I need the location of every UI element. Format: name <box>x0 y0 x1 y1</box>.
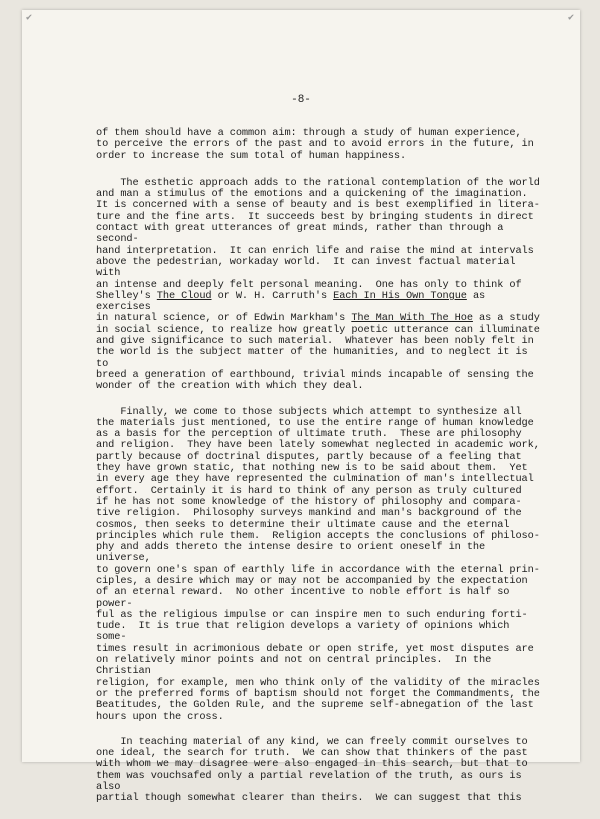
text-line: times result in acrimonious debate or open strife, yet most disputes are <box>96 642 534 655</box>
text-line: one ideal, the search for truth. We can show that thinkers of the past <box>96 747 528 760</box>
text-line: breed a generation of earthbound, trivial minds incapable of sensing the <box>96 368 534 381</box>
corner-mark-icon: ✔ <box>26 13 33 24</box>
text-line: Shelley's The Cloud or W. H. Carruth's Each In His Own Tongue as exercises <box>96 289 492 314</box>
underlined-title: The Cloud <box>156 289 212 302</box>
text-line: hours upon the cross. <box>96 710 224 723</box>
text-line: above the pedestrian, workaday world. It can invest factual material with <box>96 255 522 280</box>
underlined-title: Each In His Own Tongue <box>333 289 467 302</box>
text-line: order to increase the sum total of human happiness. <box>96 149 407 162</box>
text-line: and give significance to such material. Whatever has been nobly felt in <box>96 335 534 348</box>
text-line: The esthetic approach adds to the rational contemplation of the world <box>96 176 540 189</box>
text-line: them was vouchsafed only a partial revelation of the truth, as ours is also <box>96 769 528 794</box>
text-line: if he has not some knowledge of the history of philosophy and compara- <box>96 495 522 508</box>
text-line: partly because of doctrinal disputes, partly because of a feeling that <box>96 450 522 463</box>
paragraph <box>96 128 541 162</box>
text-line: partial though somewhat clearer than theirs. We can suggest that this <box>96 792 522 805</box>
text-line: in every age they have represented the culmination of man's intellectual <box>96 473 534 486</box>
text-line: on relatively minor points and not on central principles. In the Christian <box>96 654 498 678</box>
text-line: wonder of the creation with which they deal. <box>96 380 364 393</box>
text-line: ciples, a desire which may or may not be accompanied by the expectation <box>96 574 528 587</box>
text-line: In teaching material of any kind, we can freely commit ourselves to <box>96 735 528 748</box>
text-line: the world is the subject matter of the humanities, and to neglect it is to <box>96 346 534 370</box>
text-line: ture and the fine arts. It succeeds best by bringing students in direct <box>96 210 534 223</box>
text-line: ful as the religious impulse or can inspire men to such enduring forti- <box>96 608 528 621</box>
text-line: hand interpretation. It can enrich life and raise the mind at intervals <box>96 244 534 257</box>
text-line: in social science, to realize how greatly poetic utterance can illuminate <box>96 323 540 336</box>
paragraph <box>96 737 541 805</box>
text-line: phy and adds thereto the intense desire to orient oneself in the universe, <box>96 541 492 565</box>
paragraph <box>96 407 541 723</box>
text-line: to govern one's span of earthly life in accordance with the eternal prin- <box>96 563 540 576</box>
text-line: tive religion. Philosophy surveys mankind and man's background of the <box>96 507 522 520</box>
text-line: effort. Certainly it is hard to think of any person as truly cultured <box>96 484 522 497</box>
text-line: or the preferred forms of baptism should not forget the Commandments, the <box>96 687 540 700</box>
document-body <box>96 128 541 819</box>
text-line: of an eternal reward. No other incentive to noble effort is half so power- <box>96 586 516 610</box>
text-line: as a basis for the perception of ultimate truth. These are philosophy <box>96 428 522 441</box>
page-number: -8- <box>291 94 311 106</box>
text-line: and man a stimulus of the emotions and a quickening of the imagination. <box>96 188 528 201</box>
text-line: the materials just mentioned, to use the entire range of human knowledge <box>96 416 534 429</box>
text-line: contact with great utterances of great minds, rather than through a second- <box>96 222 510 246</box>
paragraph <box>96 178 541 393</box>
text-line: in natural science, or of Edwin Markham's The Man With The Hoe as a study <box>96 312 540 325</box>
underlined-title: The Man With The Hoe <box>351 312 473 325</box>
text-line: Beatitudes, the Golden Rule, and the supreme self-abnegation of the last <box>96 699 534 712</box>
text-line: It is concerned with a sense of beauty and is best exemplified in litera- <box>96 199 540 212</box>
text-line: with whom we may disagree were also engaged in this search, but that to <box>96 758 528 771</box>
text-line: an intense and deeply felt personal meaning. One has only to think of <box>96 278 522 291</box>
corner-mark-icon: ✔ <box>567 13 574 24</box>
text-line: of them should have a common aim: through a study of human experience, <box>96 127 522 139</box>
text-line: and religion. They have been lately somewhat neglected in academic work, <box>96 439 540 452</box>
text-line: principles which rule them. Religion accepts the conclusions of philoso- <box>96 529 540 542</box>
document-page <box>22 10 580 805</box>
text-line: cosmos, then seeks to determine their ultimate cause and the eternal <box>96 518 510 531</box>
text-line: religion, for example, men who think only of the validity of the miracles <box>96 676 540 689</box>
text-line: tude. It is true that religion develops a variety of opinions which some- <box>96 620 516 644</box>
text-line: to perceive the errors of the past and to avoid errors in the future, in <box>96 138 534 151</box>
text-line: they have grown static, that nothing new is to be said about them. Yet <box>96 462 528 475</box>
text-line: Finally, we come to those subjects which attempt to synthesize all <box>96 405 522 418</box>
